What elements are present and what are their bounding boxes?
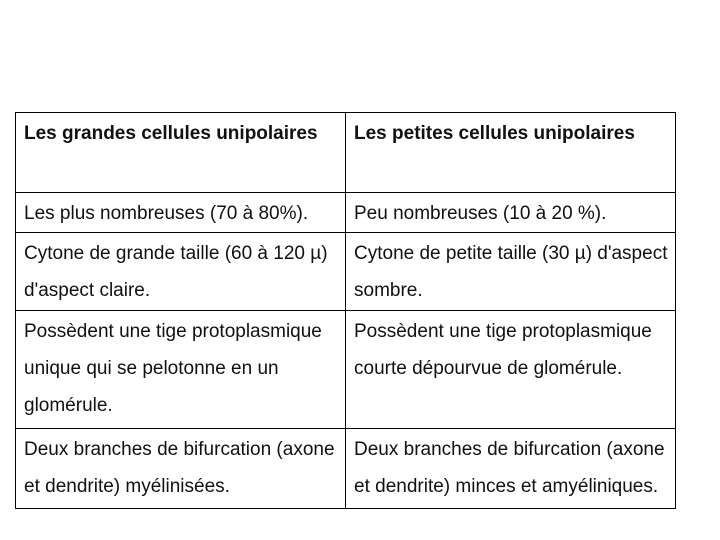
cell-line: Cytone de petite taille (30 µ) d'aspect — [354, 243, 668, 264]
cell-line: sombre. — [354, 280, 423, 301]
cell-line: et dendrite) minces et amyéliniques. — [354, 476, 659, 497]
cell-line: glomérule. — [24, 395, 113, 416]
table-cell-left — [16, 311, 346, 429]
comparison-table — [15, 112, 676, 509]
cell-line: d'aspect claire. — [24, 280, 151, 301]
header-small-cells — [346, 113, 676, 193]
table-row — [16, 193, 676, 233]
comparison-table-container — [15, 112, 675, 507]
cell-line: Les plus nombreuses (70 à 80%). — [24, 203, 309, 224]
cell-line: unique qui se pelotonne en un — [24, 358, 279, 379]
header-large-cells — [16, 113, 346, 193]
table-cell-left — [16, 233, 346, 311]
cell-line: Possèdent une tige protoplasmique — [354, 321, 652, 342]
cell-line: et dendrite) myélinisées. — [24, 476, 230, 497]
table-row — [16, 311, 676, 429]
table-cell-left — [16, 193, 346, 233]
cell-line: Peu nombreuses (10 à 20 %). — [354, 203, 607, 224]
table-cell-right — [346, 233, 676, 311]
table-cell-right — [346, 311, 676, 429]
table-cell-left — [16, 429, 346, 509]
table-cell-right — [346, 193, 676, 233]
table-row — [16, 233, 676, 311]
header-small-cells-text: Les petites cellules unipolaires — [354, 123, 635, 144]
table-row — [16, 429, 676, 509]
table-cell-right — [346, 429, 676, 509]
cell-line: courte dépourvue de glomérule. — [354, 358, 623, 379]
header-large-cells-text: Les grandes cellules unipolaires — [24, 123, 318, 144]
table-header-row — [16, 113, 676, 193]
cell-line: Deux branches de bifurcation (axone — [354, 439, 665, 460]
cell-line: Possèdent une tige protoplasmique — [24, 321, 322, 342]
cell-line: Deux branches de bifurcation (axone — [24, 439, 335, 460]
cell-line: Cytone de grande taille (60 à 120 µ) — [24, 243, 328, 264]
